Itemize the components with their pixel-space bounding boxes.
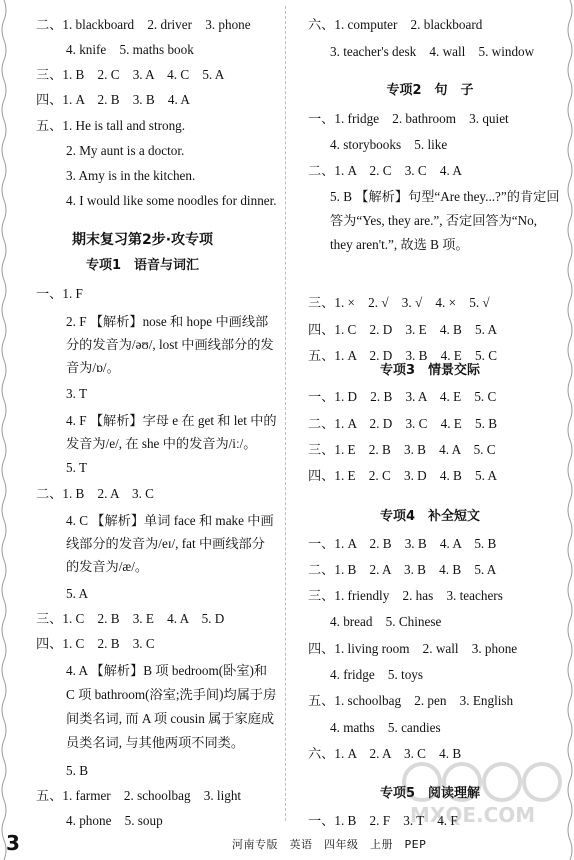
answer-line: 三、1. B 2. C 3. A 4. C 5. A (36, 67, 225, 82)
topic-title: 专项4 补全短文 (379, 509, 481, 524)
answer-line: 六、1. computer 2. blackboard (308, 17, 483, 32)
answer-line: 五、1. farmer 2. schoolbag 3. light (36, 788, 242, 803)
answer-line: 3. teacher's desk 4. wall 5. window (330, 44, 535, 59)
left-wavy-border (0, 0, 8, 860)
topic-title: 专项1 语音与词汇 (85, 258, 200, 273)
answer-line: 4. bread 5. Chinese (330, 614, 442, 629)
analysis-paragraph: 4. A 【解析】B 项 bedroom(卧室)和 C 项 bathroom(浴室;洗手间)均属于房间类名词, 而 A 项 cousin 属于家庭成员类名词, 与其他两项不同类。 (66, 663, 277, 750)
answer-line: 五、1. A 2. D 3. B 4. E 5. C (308, 348, 498, 363)
answer-line: 一、1. B 2. F 3. T 4. F (308, 813, 458, 828)
answer-line: 5. B (66, 763, 88, 778)
answer-line: 二、1. blackboard 2. driver 3. phone (36, 17, 251, 32)
answer-line: 三、1. × 2. √ 3. √ 4. × 5. √ (308, 295, 490, 310)
answer-line: 4. knife 5. maths book (66, 42, 194, 57)
analysis-paragraph: 5. B 【解析】句型“Are they...?”的肯定回答为“Yes, they are.”, 否定回答为“No, they aren't.”, 故选 B 项。 (330, 189, 560, 252)
answer-line: 三、1. friendly 2. has 3. teachers (308, 588, 503, 603)
answer-line: 四、1. living room 2. wall 3. phone (308, 641, 518, 656)
topic-title: 专项5 阅读理解 (379, 786, 481, 801)
answer-line: 4. I would like some noodles for dinner. (66, 193, 277, 208)
column-divider (285, 6, 286, 821)
answer-line: 3. Amy is in the kitchen. (66, 168, 196, 183)
page-footer (0, 825, 574, 860)
right-wavy-border (566, 0, 574, 860)
answer-line: 六、1. A 2. A 3. C 4. B (308, 746, 462, 761)
answer-line: 二、1. B 2. A 3. B 4. B 5. A (308, 562, 497, 577)
answer-line: 4. phone 5. soup (66, 813, 163, 828)
answer-line: 4. fridge 5. toys (330, 667, 424, 682)
answer-line: 2. My aunt is a doctor. (66, 143, 185, 158)
answer-line: 3. T (66, 386, 88, 401)
answer-line: 五、1. He is tall and strong. (36, 118, 186, 133)
page-number: 3 (6, 831, 20, 855)
analysis-paragraph: 2. F 【解析】nose 和 hope 中画线部分的发音为/əʊ/, lost 中画线部分的发音为/ɒ/。 (66, 314, 274, 375)
answer-line: 4. storybooks 5. like (330, 137, 448, 152)
analysis-paragraph: 4. C 【解析】单词 face 和 make 中画线部分的发音为/eɪ/, fat 中画线部分的发音为/æ/。 (66, 513, 274, 574)
answer-line: 4. maths 5. candies (330, 720, 441, 735)
answer-line: 5. A (66, 586, 88, 601)
answer-line: 一、1. D 2. B 3. A 4. E 5. C (308, 389, 497, 404)
topic-title: 专项2 句 子 (386, 83, 474, 98)
watermark-text: MXQE.COM (410, 803, 536, 827)
answer-line: 5. T (66, 460, 88, 475)
answer-line: 一、1. fridge 2. bathroom 3. quiet (308, 111, 509, 126)
answer-line: 二、1. B 2. A 3. C (36, 486, 154, 501)
answer-line: 三、1. E 2. B 3. B 4. A 5. C (308, 442, 496, 457)
footer-text: 河南专版 英语 四年级 上册 PEP (232, 838, 427, 851)
answer-line: 三、1. C 2. B 3. E 4. A 5. D (36, 611, 225, 626)
answer-line: 四、1. A 2. B 3. B 4. A (36, 92, 190, 107)
answer-line: 四、1. C 2. D 3. E 4. B 5. A (308, 322, 498, 337)
answer-line: 一、1. A 2. B 3. B 4. A 5. B (308, 536, 497, 551)
answer-line: 五、1. schoolbag 2. pen 3. English (308, 693, 514, 708)
answer-line: 四、1. E 2. C 3. D 4. B 5. A (308, 468, 498, 483)
answer-line: 二、1. A 2. D 3. C 4. E 5. B (308, 416, 498, 431)
answer-line: 四、1. C 2. B 3. C (36, 636, 155, 651)
section-title: 期末复习第2步·攻专项 (71, 232, 214, 248)
answer-line: 一、1. F (36, 286, 83, 301)
topic-title: 专项3 情景交际 (379, 363, 481, 378)
answer-line: 二、1. A 2. C 3. C 4. A (308, 163, 462, 178)
analysis-paragraph: 4. F 【解析】字母 e 在 get 和 let 中的发音为/e/, 在 she 中的发音为/iː/。 (66, 413, 277, 451)
